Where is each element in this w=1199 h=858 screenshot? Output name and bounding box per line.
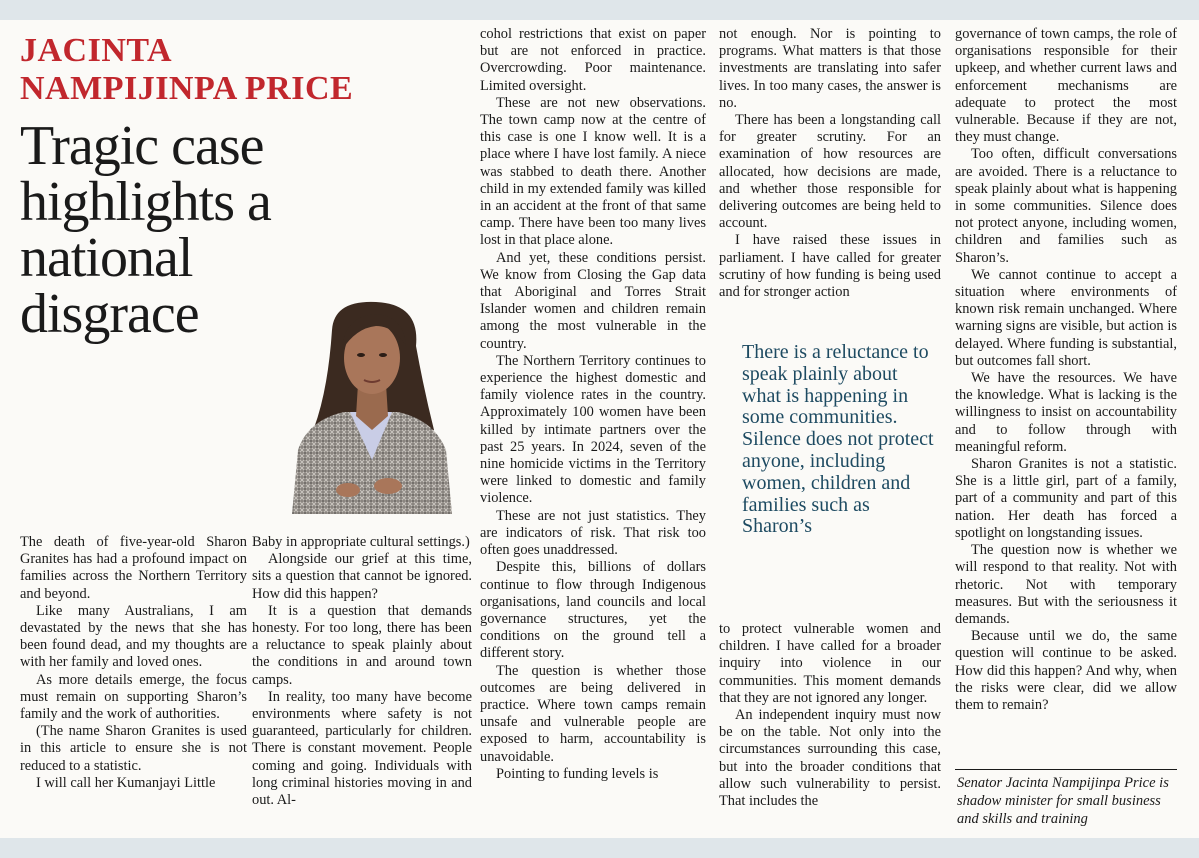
paragraph: Despite this, billions of dollars continue to flow through Indigenous organisations, land councils and local governance structures, yet the conditions on the ground tell a different story. (480, 559, 706, 662)
top-band (0, 0, 1199, 20)
paragraph: In reality, too many have become environments where safety is not guaranteed, particularly for children. There is constant movement. People coming and going. Individuals with long criminal histories moving in and out. Al- (252, 688, 472, 809)
paragraph: It is a question that demands honesty. For too long, there has been a reluctance to speak plainly about the conditions in and around town camps. (252, 602, 472, 688)
article-column-4-top (719, 26, 941, 310)
byline-line: JACINTA (20, 32, 173, 69)
paragraph: cohol restrictions that exist on paper but are not enforced in practice. Overcrowding. Poor maintenance. Limited oversight. (480, 26, 706, 94)
pull-quote: There is a reluctance to speak plainly about what is happening in some communities. Silence does not protect anyone, including women, children and families such as Sharon’s (742, 341, 934, 538)
byline-line: NAMPIJINPA PRICE (20, 70, 354, 107)
headline-line: highlights a (20, 171, 271, 233)
article-column-1 (20, 534, 247, 834)
paragraph: The question now is whether we will respond to that reality. Not with rhetoric. Not with temporary measures. But with the seriousness it demands. (955, 542, 1177, 627)
paragraph: Sharon Granites is not a statistic. She is a little girl, part of a family, part of a community and part of this nation. Her death has forced a spotlight on longstanding issues. (955, 456, 1177, 541)
paragraph: We have the resources. We have the knowledge. What is lacking is the willingness to insist on accountability and to follow through with meaningful reform. (955, 370, 1177, 455)
paragraph: There has been a longstanding call for greater scrutiny. For an examination of how resources are allocated, how decisions are made, and whether those responsible for delivering outcomes are being held to account. (719, 112, 941, 232)
paragraph: Baby in appropriate cultural settings.) (252, 534, 470, 550)
paragraph: governance of town camps, the role of organisations responsible for their upkeep, and whether current laws and enforcement mechanisms are adequate to protect the most vulnerable. Because if they are not, they must change. (955, 26, 1177, 146)
author-byline (20, 32, 480, 108)
paragraph: The question is whether those outcomes are being delivered in practice. Where town camps remain unsafe and vulnerable people are exposed to harm, accountability is unavoidable. (480, 662, 706, 765)
paragraph: Alongside our grief at this time, sits a question that cannot be ignored. How did this happen? (252, 551, 472, 602)
headline-line: disgrace (20, 283, 199, 345)
paragraph: Because until we do, the same question will continue to be asked. How did this happen? And why, when the risks were clear, did we allow them to remain? (955, 628, 1177, 713)
paragraph: Pointing to funding levels is (496, 765, 659, 782)
paragraph: I will call her Kumanjayi Little (36, 774, 216, 791)
paragraph: The death of five-year-old Sharon Granites has had a profound impact on families across the Northern Territory and beyond. (20, 534, 247, 602)
paragraph: An independent inquiry must now be on the table. Not only into the circumstances surrounding this case, but into the broader conditions that allow such vulnerability to persist. That includes the (719, 707, 941, 810)
article-column-2 (252, 534, 472, 834)
paragraph: The Northern Territory continues to experience the highest domestic and family violence rates in the country. Approximately 100 women have been killed by intimate partners over the past 25 years. In 2024, seven of the nine homicide victims in the Territory were linked to domestic and family violence. (480, 352, 706, 507)
article-column-5 (955, 26, 1177, 766)
paragraph: These are not new observations. The town camp now at the centre of this case is one I know well. It is a place where I have lost family. A niece was stabbed to death there. Another child in my extended family was killed in an accident at the front of that same camp. There have been too many lives lost in that place alone. (480, 94, 706, 249)
paragraph: I have raised these issues in parliament. I have called for greater scrutiny of how funding is being used and for stronger action (719, 232, 941, 301)
article-column-4-bottom (719, 621, 941, 835)
paragraph: And yet, these conditions persist. We know from Closing the Gap data that Aboriginal and Torres Strait Islander women and children remain among the most vulnerable in the country. (480, 249, 706, 352)
paragraph: These are not just statistics. They are indicators of risk. That risk too often goes unaddressed. (480, 507, 706, 559)
paragraph: As more details emerge, the focus must remain on supporting Sharon’s family and the work of authorities. (20, 671, 247, 723)
signoff-rule (955, 769, 1177, 770)
paragraph: (The name Sharon Granites is used in this article to ensure she is not reduced to a statistic. (20, 723, 247, 774)
paragraph: We cannot continue to accept a situation where environments of known risk remain unchanged. Where warning signs are visible, but action is delayed. Where funding is substantial, but outcomes fall short. (955, 266, 1177, 369)
paragraph: to protect vulnerable women and children. I have called for a broader inquiry into violence in our communities. This moment demands that they are not ignored any longer. (719, 621, 941, 706)
bottom-band (0, 838, 1199, 858)
paragraph: Like many Australians, I am devastated by the news that she has been found dead, and my thoughts are with her family and loved ones. (20, 602, 247, 671)
article-column-3 (480, 26, 706, 834)
author-photo (284, 300, 458, 514)
paragraph: Too often, difficult conversations are avoided. There is a reluctance to speak plainly about what is happening in some communities. Silence does not protect anyone, including women, children and families such as Sharon’s. (955, 146, 1177, 266)
headline-line: national (20, 227, 193, 289)
paragraph: not enough. Nor is pointing to programs. What matters is that those investments are translating into safer lives. In too many cases, the answer is no. (719, 26, 941, 111)
author-signoff: Senator Jacinta Nampijinpa Price is shadow minister for small business and skills and training (957, 775, 1169, 827)
headline-line: Tragic case (20, 115, 264, 177)
